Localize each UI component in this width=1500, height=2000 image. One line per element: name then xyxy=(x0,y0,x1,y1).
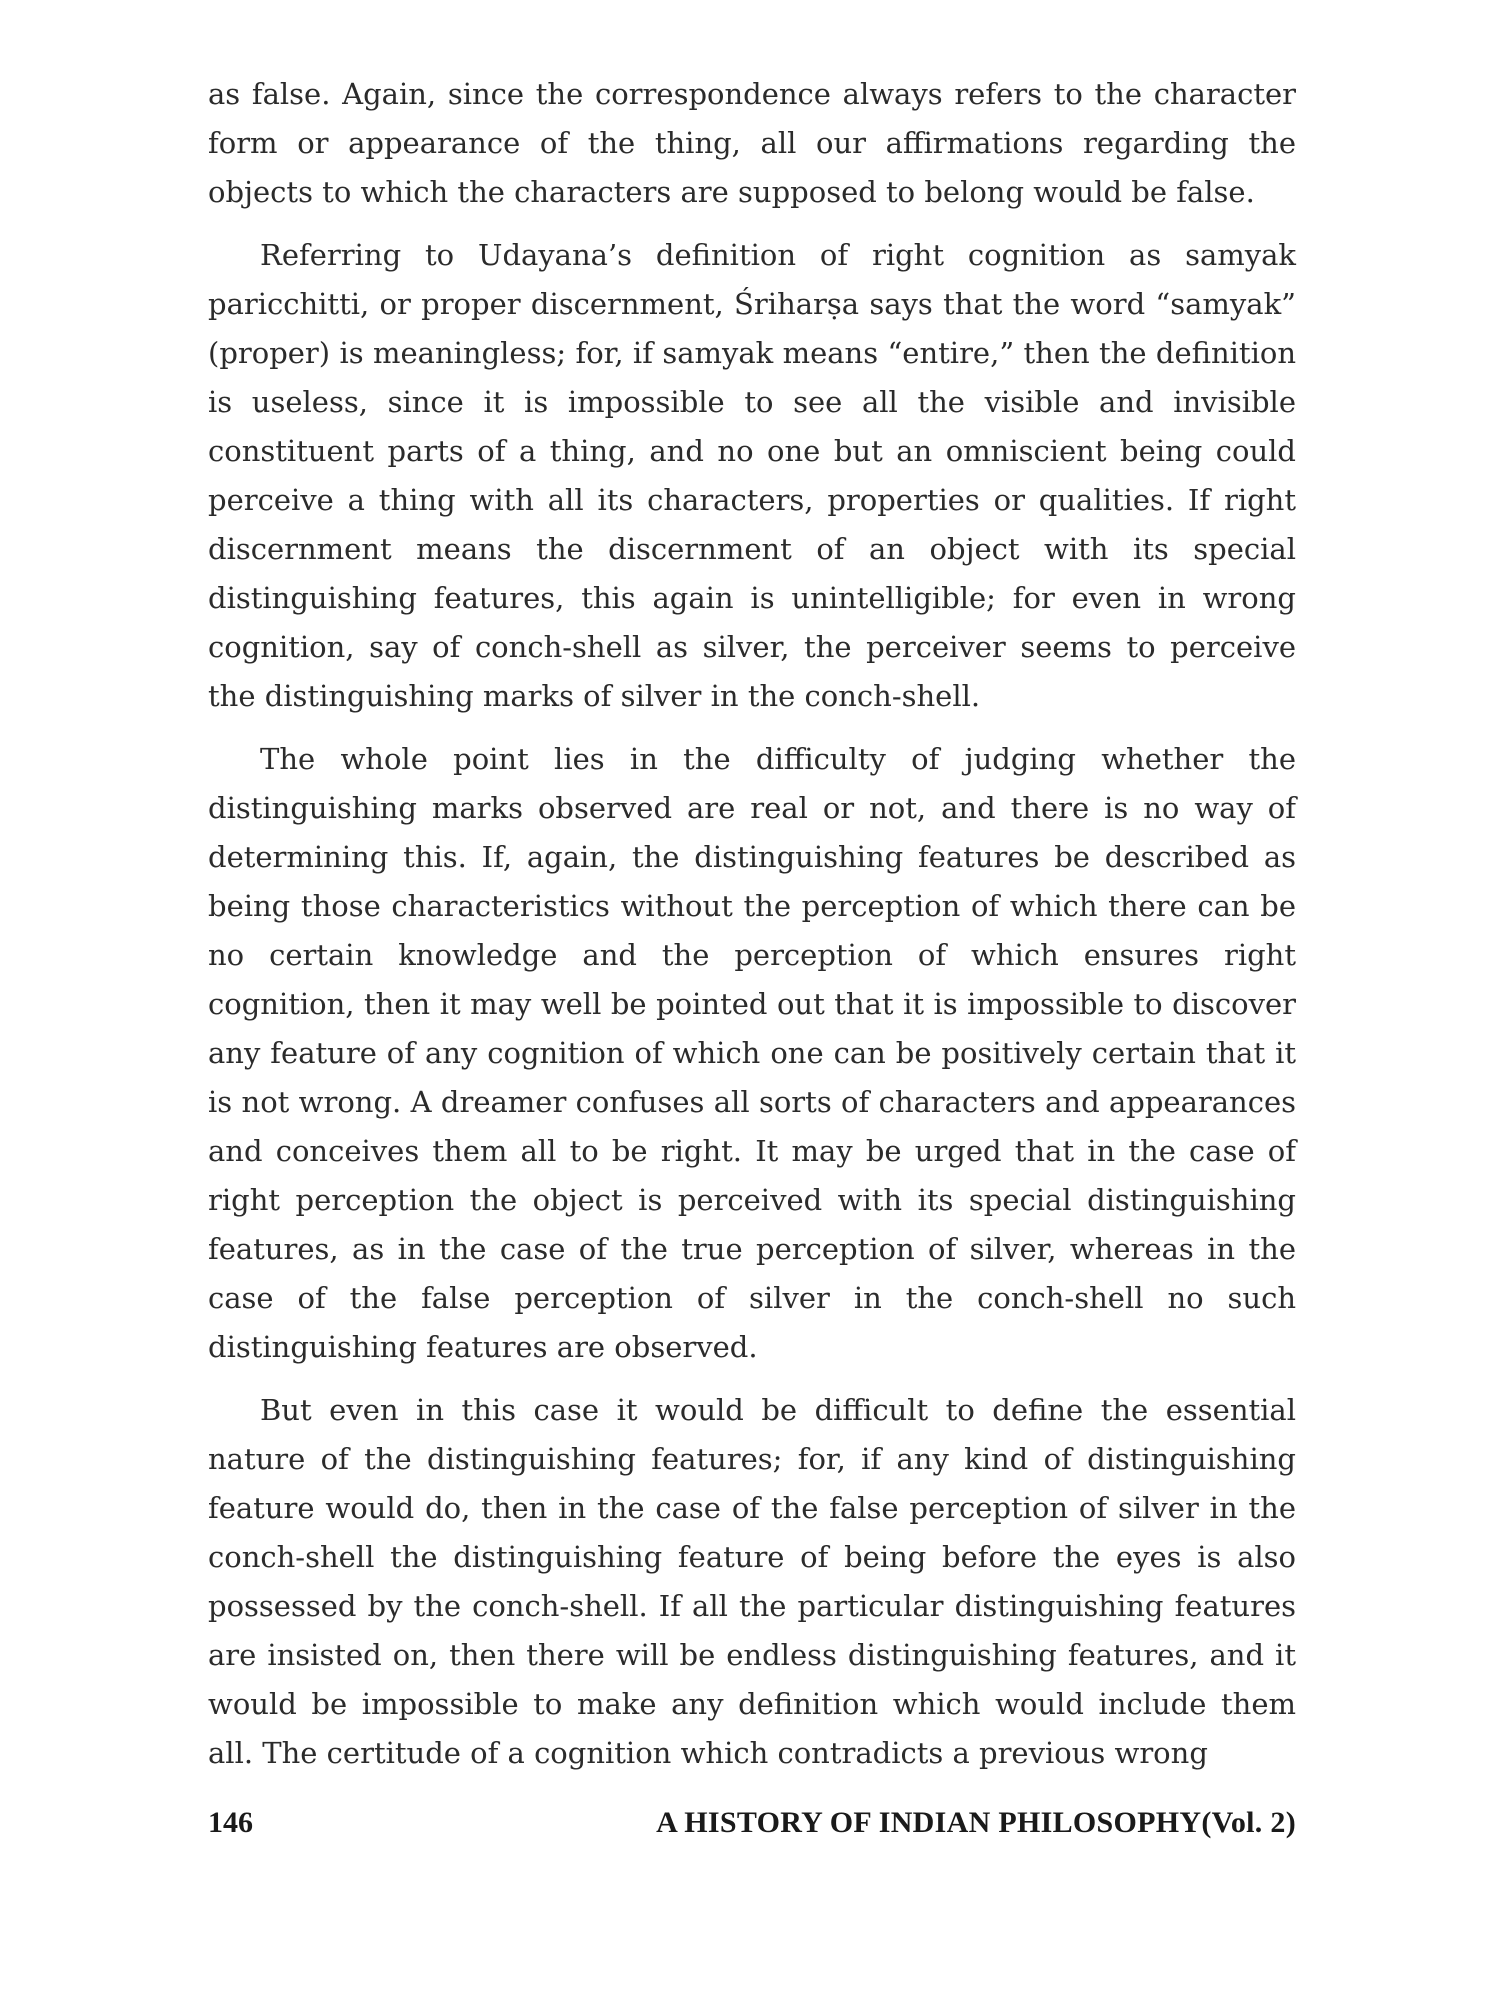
paragraph-continued: as false. Again, since the correspondence always refers to the character form or appearance of the thing, all our affirmations regarding the objects to which the characters are supposed to belong would be false. xyxy=(208,77,1296,209)
body-text xyxy=(208,70,1296,1792)
paragraph-essential-nature: But even in this case it would be difficult to define the essential nature of the distinguishing features; for, if any kind of distinguishing feature would do, then in the case of the false perception of silver in the conch-shell the distinguishing feature of being before the eyes is also possessed by the conch-shell. If all the particular distinguishing features are insisted on, then there will be endless distinguishing features, and it would be impossible to make any definition which would include them all. The certitude of a cognition which contradicts a previous wrong xyxy=(208,1393,1296,1770)
page-footer xyxy=(208,1806,1296,1846)
paragraph-distinguishing-marks: The whole point lies in the difficulty of judging whether the distinguishing marks observed are real or not, and there is no way of determining this. If, again, the distinguishing features be described as being those characteristics without the perception of which there can be no certain knowledge and the perception of which ensures right cognition, then it may well be pointed out that it is impossible to discover any feature of any cognition of which one can be positively certain that it is not wrong. A dreamer confuses all sorts of characters and appearances and conceives them all to be right. It may be urged that in the case of right perception the object is perceived with its special distinguishing features, as in the case of the true perception of silver, whereas in the case of the false perception of silver in the conch-shell no such distinguishing features are observed. xyxy=(208,742,1296,1364)
page-number: 146 xyxy=(208,1806,253,1839)
paragraph-udayana-definition: Referring to Udayana’s definition of right cognition as samyak paricchitti, or proper discernment, Śriharṣa says that the word “samyak” (proper) is meaningless; for, if samyak means “entire,” then the definition is useless, since it is impossible to see all the visible and invisible constituent parts of a thing, and no one but an omniscient being could perceive a thing with all its characters, properties or qualities. If right discernment means the discernment of an object with its special distinguishing features, this again is unintelligible; for even in wrong cognition, say of conch-shell as silver, the perceiver seems to perceive the distinguishing marks of silver in the conch-shell. xyxy=(208,238,1296,713)
running-title: A HISTORY OF INDIAN PHILOSOPHY(Vol. 2) xyxy=(656,1806,1296,1839)
